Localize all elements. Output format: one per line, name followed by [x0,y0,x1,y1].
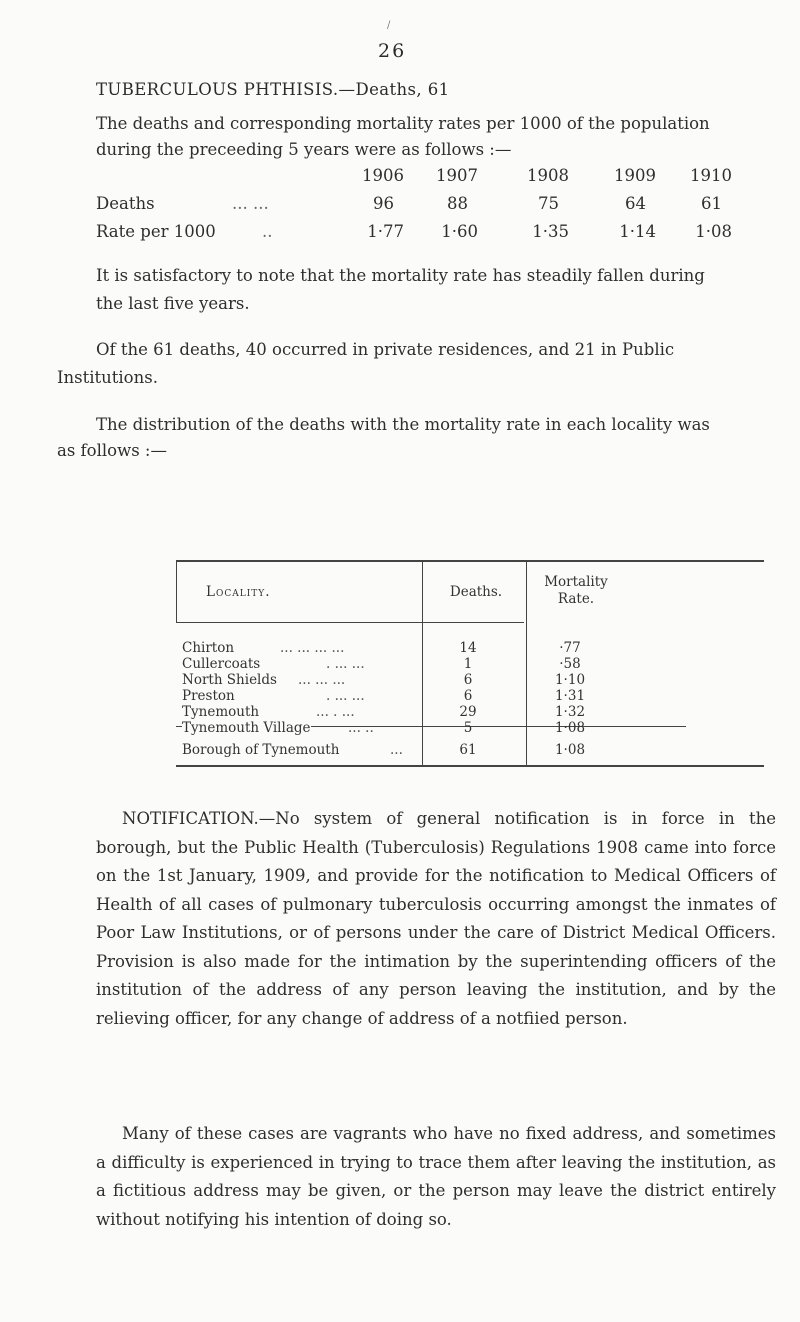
deaths-value: 61 [701,194,722,213]
margin-mark: / [387,20,391,31]
page-number: 26 [378,40,407,62]
deaths-cell: 6 [463,672,473,688]
rate-value: 1·60 [441,222,478,241]
table-bottom-rule [176,765,764,767]
leader-dots: ... . ... [316,704,355,720]
rate-cell: ·58 [559,656,581,672]
deaths-header: Deaths. [449,584,503,600]
table-row [176,640,764,656]
locality-name: Tynemouth Village [182,720,311,736]
leader-dots: ... .. [348,720,374,736]
satisfactory-line-1: It is satisfactory to note that the mortality rate has steadily fallen during [96,266,705,285]
table-row [176,704,764,720]
deaths-value: 96 [373,194,394,213]
year-header: 1909 [614,166,656,185]
deaths-cell: 6 [463,688,473,704]
locality-name: Chirton [182,640,235,656]
notification-paragraph: NOTIFICATION.—No system of general notification is in force in the borough, but the Public Health (Tuberculosis) Regulations 1908 came into force on the 1st January, 1909, and provide for the notification to Medical Officers of Health of all cases of pulmonary tuberculosis occurring amongst the inmates of Poor Law Institutions, or of persons under the care of District Medical Officers. Provision is also made for the intimation by the superintending officers of the institution of the address of any person leaving the institution, and by the relieving officer, for any change of address of a notfiied person. [96,809,776,1028]
table-row [176,672,764,688]
locality-header: Locality. [206,584,271,600]
table-row [176,720,764,736]
row-label-rate: Rate per 1000 [96,222,216,241]
total-deaths: 61 [459,742,477,758]
rate-value: 1·14 [619,222,656,241]
deaths-cell: 1 [463,656,473,672]
table-top-rule [176,560,764,562]
locality-name: Cullercoats [182,656,261,672]
row-leader-dots: ... ... [232,194,269,213]
rate-cell: 1·32 [554,704,586,720]
deaths-cell: 29 [459,704,477,720]
rate-value: 1·77 [367,222,404,241]
leader-dots: . ... ... [326,688,365,704]
locality-name: Preston [182,688,235,704]
locality-name: North Shields [182,672,277,688]
distribution-line-2: as follows :— [57,441,167,460]
table-row [176,688,764,704]
deaths-value: 75 [538,194,559,213]
year-header: 1910 [690,166,732,185]
rate-header: Mortality Rate. [544,574,608,607]
left-rule [176,560,177,622]
leader-dots: ... ... ... [298,672,346,688]
row-leader-dots: .. [262,222,273,241]
locality-table [176,560,764,767]
leader-dots: ... ... ... ... [280,640,345,656]
of-the-line-1: Of the 61 deaths, 40 occurred in private residences, and 21 in Public [96,340,675,359]
satisfactory-line-2: the last five years. [96,294,250,313]
row-label-deaths: Deaths [96,194,155,213]
deaths-value: 64 [625,194,646,213]
rate-cell: 1·08 [554,720,586,736]
rate-cell: 1·31 [554,688,586,704]
total-rate: 1·08 [554,742,586,758]
year-header: 1908 [527,166,569,185]
leader-dots: ... [390,742,403,758]
rate-cell: 1·10 [554,672,586,688]
of-the-line-2: Institutions. [57,368,158,387]
table-row [176,656,764,672]
deaths-cell: 14 [459,640,477,656]
section-heading: TUBERCULOUS PHTHISIS.—Deaths, 61 [96,80,450,99]
rate-value: 1·35 [532,222,569,241]
deaths-value: 88 [447,194,468,213]
locality-name: Tynemouth [182,704,260,720]
intro-line-1: The deaths and corresponding mortality rates per 1000 of the population [96,114,710,133]
leader-dots: . ... ... [326,656,365,672]
year-header: 1907 [436,166,478,185]
intro-line-2: during the preceeding 5 years were as follows :— [96,140,512,159]
rate-value: 1·08 [695,222,732,241]
deaths-cell: 5 [463,720,473,736]
rate-cell: ·77 [559,640,581,656]
distribution-line-1: The distribution of the deaths with the mortality rate in each locality was [96,415,710,434]
header-rule [176,622,524,623]
vagrants-paragraph: Many of these cases are vagrants who have no fixed address, and sometimes a difficulty is experienced in trying to trace them after leaving the institution, as a fictitious address may be given, or the person may leave the district entirely without notifying his intention of doing so. [96,1124,776,1229]
year-header: 1906 [362,166,404,185]
total-locality: Borough of Tynemouth [182,742,340,758]
table-total-row [176,742,764,758]
